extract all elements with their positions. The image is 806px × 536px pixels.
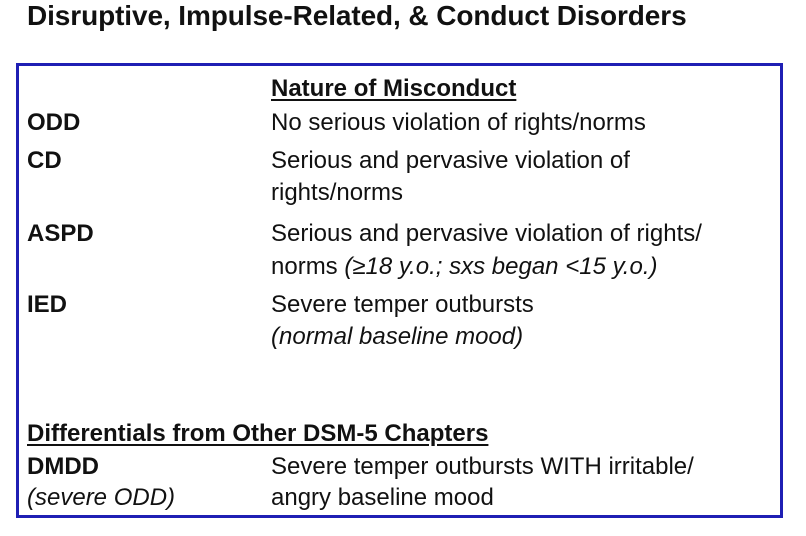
desc-aspd-note: (≥18 y.o.; sxs began <15 y.o.): [344, 253, 658, 280]
desc-dmdd-line2: angry baseline mood: [271, 484, 494, 511]
desc-cd-line2: rights/norms: [271, 179, 404, 206]
abbr-dmdd-note: (severe ODD): [27, 484, 176, 511]
desc-cd-line1: Serious and pervasive violation of: [271, 147, 630, 174]
desc-aspd-line1: Serious and pervasive violation of rights/: [271, 220, 702, 247]
abbr-dmdd: DMDD: [27, 453, 99, 480]
desc-dmdd-line1: Severe temper outbursts WITH irritable/: [271, 453, 694, 480]
desc-aspd-norms: norms: [271, 253, 338, 280]
abbr-odd: ODD: [27, 109, 81, 136]
abbr-cd: CD: [27, 147, 62, 174]
differentials-header: Differentials from Other DSM-5 Chapters: [27, 420, 489, 447]
slide-title: Disruptive, Impulse-Related, & Conduct Disorders: [27, 0, 687, 31]
desc-ied-line2: (normal baseline mood): [271, 323, 524, 350]
desc-aspd-line2: [271, 251, 657, 283]
abbr-aspd: ASPD: [27, 220, 94, 247]
desc-ied-line1: Severe temper outbursts: [271, 291, 534, 318]
column-header: Nature of Misconduct: [271, 75, 517, 102]
desc-odd-line1: No serious violation of rights/norms: [271, 109, 646, 136]
abbr-ied: IED: [27, 291, 68, 318]
